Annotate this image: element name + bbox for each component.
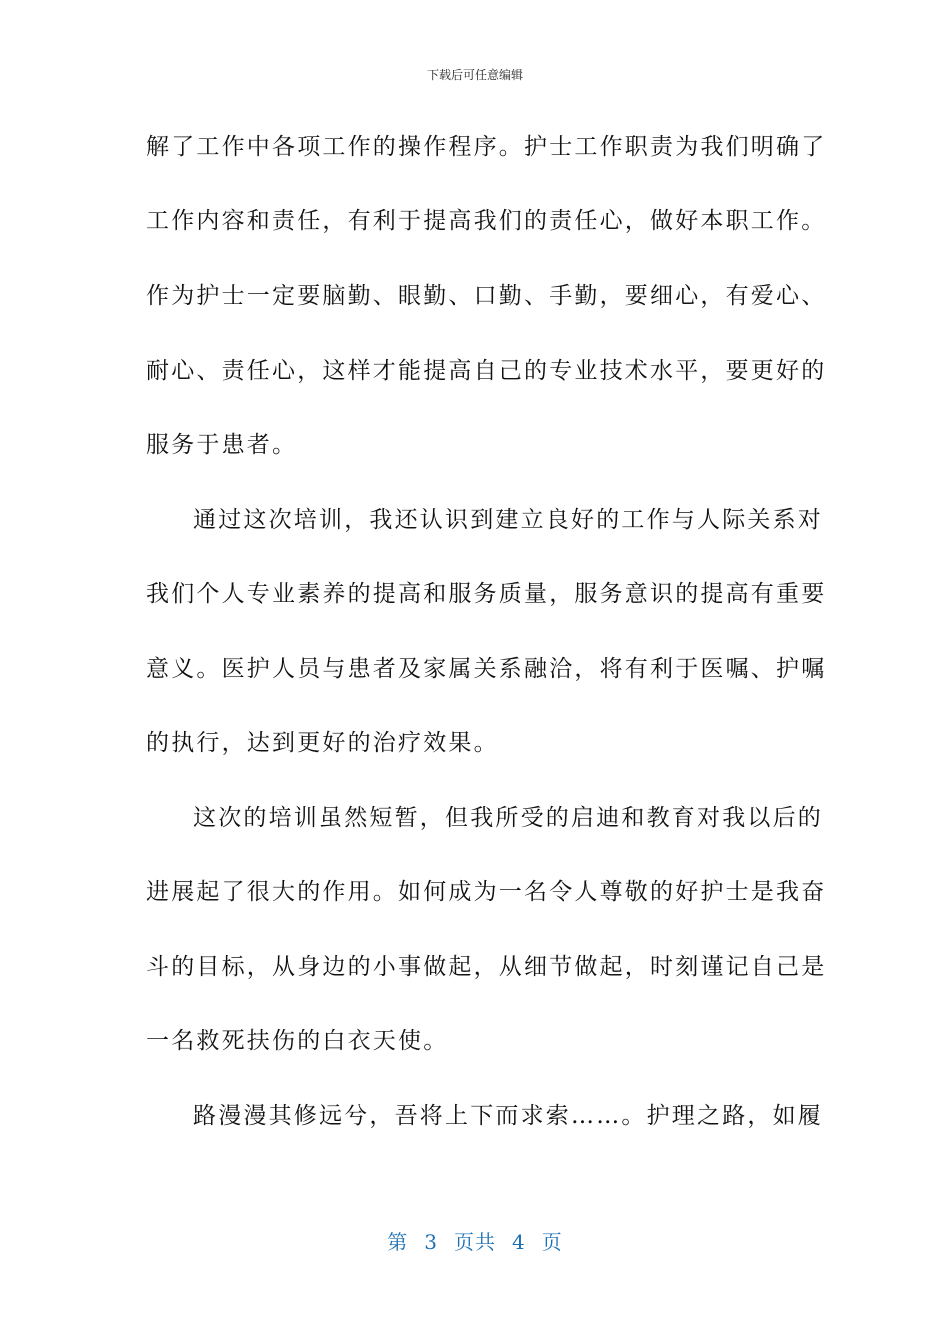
paragraph-start-line: 路漫漫其修远兮，吾将上下而求索……。护理之路，如履 <box>193 1103 823 1129</box>
body-line: 一名救死扶伤的白衣天使。 <box>146 1028 449 1054</box>
total-pages-number: 4 <box>512 1230 526 1254</box>
paragraph-start-line: 通过这次培训，我还认识到建立良好的工作与人际关系对 <box>193 507 823 533</box>
footer-middle: 页共 <box>454 1230 496 1254</box>
footer-suffix: 页 <box>541 1230 563 1254</box>
body-line: 服务于患者。 <box>146 432 298 458</box>
body-line: 的执行，达到更好的治疗效果。 <box>146 730 499 756</box>
paragraph-start-line: 这次的培训虽然短暂，但我所受的启迪和教育对我以后的 <box>193 805 823 831</box>
body-line: 斗的目标，从身边的小事做起，从细节做起，时刻谨记自己是 <box>146 954 827 980</box>
body-line: 意义。医护人员与患者及家属关系融洽，将有利于医嘱、护嘱 <box>146 656 827 682</box>
page-footer <box>0 1226 950 1255</box>
body-line: 工作内容和责任，有利于提高我们的责任心，做好本职工作。 <box>146 208 827 234</box>
body-line: 进展起了很大的作用。如何成为一名令人尊敬的好护士是我奋 <box>146 879 827 905</box>
body-line: 我们个人专业素养的提高和服务质量，服务意识的提高有重要 <box>146 581 827 607</box>
current-page-number: 3 <box>424 1230 438 1254</box>
body-line: 作为护士一定要脑勤、眼勤、口勤、手勤，要细心，有爱心、 <box>146 283 827 309</box>
body-line: 解了工作中各项工作的操作程序。护士工作职责为我们明确了 <box>146 134 827 160</box>
page-header: 下载后可任意编辑 <box>426 68 523 82</box>
body-line: 耐心、责任心，这样才能提高自己的专业技术水平，要更好的 <box>146 358 827 384</box>
footer-prefix: 第 <box>387 1230 409 1254</box>
